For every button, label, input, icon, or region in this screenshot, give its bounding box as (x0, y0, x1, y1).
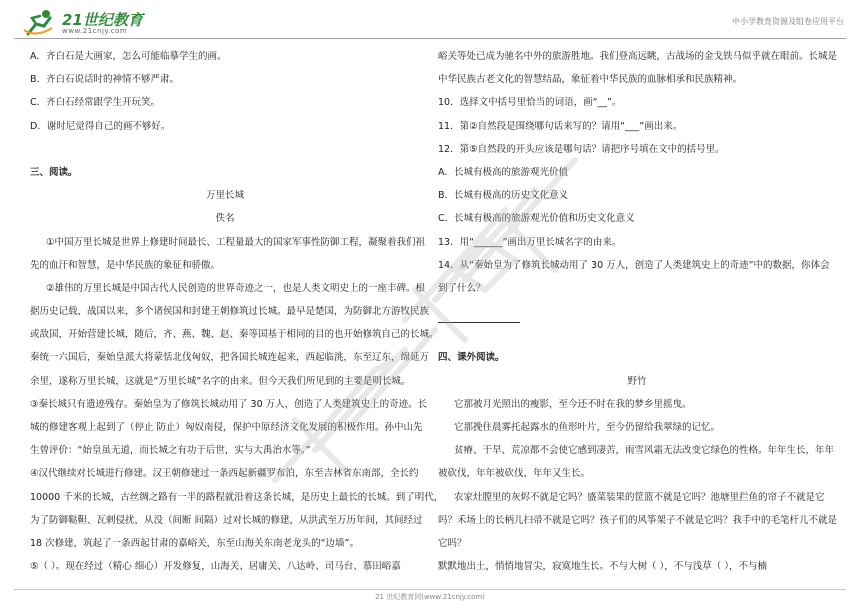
answer-blank-line (438, 300, 836, 323)
logo-text: 21世纪教育 (62, 11, 143, 29)
spacer (438, 323, 836, 346)
text-line: ④汉代继续对长城进行修建。汉王朝修建过一条西起新疆罗布泊，东至吉林省东南部，全长约 (30, 468, 419, 480)
text-line: D．谢时尼觉得自己的画不够好。 (30, 120, 171, 132)
text-line: 它那被月光照出的瘦影，至今还不时在我的梦乡里摇曳。 (454, 398, 692, 410)
section-heading: 四、课外阅读。 (438, 352, 505, 364)
text-line: A．齐白石是大画家，怎么可能临摹学生的画。 (30, 51, 227, 62)
text-line: 10000 千米的长城，古丝绸之路有一半的路程就沿着这条长城，是历史上最长的长城。到了明代， (30, 491, 444, 503)
text-line: B．齐白石说话时的神情不够严肃。 (30, 74, 180, 86)
text-line: 据历史记载，战国以来，多个诸侯国和封建王朝修筑过长城。最早是楚国，为防御北方游牧民族 (30, 306, 430, 318)
page-footer: 21 世纪教育网(www.21cnjy.com) (375, 593, 485, 601)
text-line: ①中国万里长城是世界上修建时间最长、工程量最大的国家军事性防御工程，凝聚着我们祖 (46, 236, 426, 248)
text-line: 贫瘠、干旱、荒凉都不会使它感到凄苦，雨雪风霜无法改变它绿色的性格。年年生长，年年 (454, 445, 835, 457)
passage-title: 野竹 (627, 375, 647, 387)
text-line: 吗？禾场上的长柄儿扫帚不就是它吗？孩子们的风筝架子不就是它吗？我手中的毛笔杆儿不就是 (438, 514, 838, 526)
text-line: 14．从“秦始皇为了修筑长城动用了 30 万人，创造了人类建筑史上的奇迹”中的数据，你体会 (438, 259, 830, 271)
text-line: 中华民族古老文化的智慧结晶，象征着中华民族的血脉相承和民族精神。 (438, 74, 743, 86)
page-header (0, 0, 860, 40)
section-heading: 三、阅读。 (30, 166, 78, 178)
text-line: 农家灶膛里的灰烬不就是它吗？盛菜装果的筐篮不就是它吗？池塘里拦鱼的帘子不就是它 (454, 491, 825, 503)
text-line: 12．第⑤自然段的开头应该是哪句话？请把序号填在文中的括号里。 (438, 143, 725, 155)
text-line: 为了防御鞑靼、瓦剌侵扰，从没（间断 间隔）过对长城的修建，从洪武至万历年间，其间经过 (30, 514, 423, 526)
text-line: 秦统一六国后，秦始皇派大将蒙恬北伐匈奴，把各国长城连起来，西起临洮，东至辽东，绵延万 (30, 352, 430, 364)
text-line: 它那挽住晨雾托起露水的鱼形叶片，至今仍留给我翠绿的记忆。 (454, 422, 721, 433)
right-column (438, 45, 836, 578)
text-line: 18 次修建，筑起了一条西起甘肃的嘉峪关，东至山海关东南老龙头的“边墙”。 (30, 537, 359, 549)
logo-url: www.21cnjy.com (62, 27, 128, 35)
text-line: 11．第②自然段是围绕哪句话来写的？请用“___”画出来。 (438, 120, 683, 132)
text-line: 13．用“______”画出万里长城名字的由来。 (438, 236, 622, 248)
passage-title: 万里长城 (205, 190, 244, 202)
text-line: 峪关等处已成为驰名中外的旅游胜地。我们登高远眺，古战场的金戈铁马似乎就在眼前。长城是 (438, 51, 838, 62)
text-line: ③秦长城只有遗迹残存。秦始皇为了修筑长城动用了 30 万人，创造了人类建筑史上的奇迹。长 (30, 398, 428, 410)
left-column (30, 45, 444, 578)
header-platform-title: 中小学教育资源及组卷应用平台 (732, 17, 844, 26)
text-line: B．长城有极高的历史文化意义 (438, 190, 569, 202)
text-line: C．长城有极高的旅游观光价值和历史文化意义 (438, 213, 635, 225)
text-line: C．齐白石经常跟学生开玩笑。 (30, 97, 161, 109)
logo (22, 8, 162, 38)
footer-divider (14, 589, 846, 590)
text-line: ⑤（ ）。现在经过（精心 细心）开发修复，山海关、居庸关、八达岭、司马台、慕田峪嘉 (30, 561, 401, 573)
passage-title: 佚名 (215, 213, 235, 225)
text-line: 到了什么？ (438, 282, 486, 294)
text-line: 余里，遂称万里长城，这就是“万里长城”名字的由来。但今天我们所见到的主要是明长城。 (30, 375, 411, 387)
text-line: 或敌国，开始营建长城，随后，齐、燕、魏、赵、秦等国基于相同的目的也开始修筑自己的长城。 (30, 329, 439, 341)
text-line: 默默地出土，悄悄地冒尖，寂寞地生长。不与大树（ ），不与浅草（ ），不与楠 (438, 561, 768, 573)
spacer (30, 138, 420, 161)
text-line: 先的血汗和智慧，是中华民族的象征和骄傲。 (30, 259, 221, 271)
text-line: ②雄伟的万里长城是中国古代人民创造的世界奇迹之一，也是人类文明史上的一座丰碑。根 (46, 282, 426, 294)
text-line: 城的修建客观上起到了（停止 防止）匈奴南侵，保护中原经济文化发展的积极作用。孙中山先 (30, 422, 423, 433)
header-divider (14, 38, 846, 39)
text-line: A．长城有极高的旅游观光价值 (438, 166, 568, 178)
runner-logo-icon (22, 8, 58, 38)
text-line: 生曾评价：“始皇虽无道，而长城之有功于后世，实与大禹治水等。” (30, 445, 311, 457)
text-line: 被砍伐，年年被砍伐，年年又生长。 (438, 468, 591, 480)
text-line: 10．选择文中括号里恰当的词语，画“__”。 (438, 97, 622, 109)
answer-blank[interactable] (438, 310, 520, 323)
text-line: 它吗？ (438, 537, 467, 549)
